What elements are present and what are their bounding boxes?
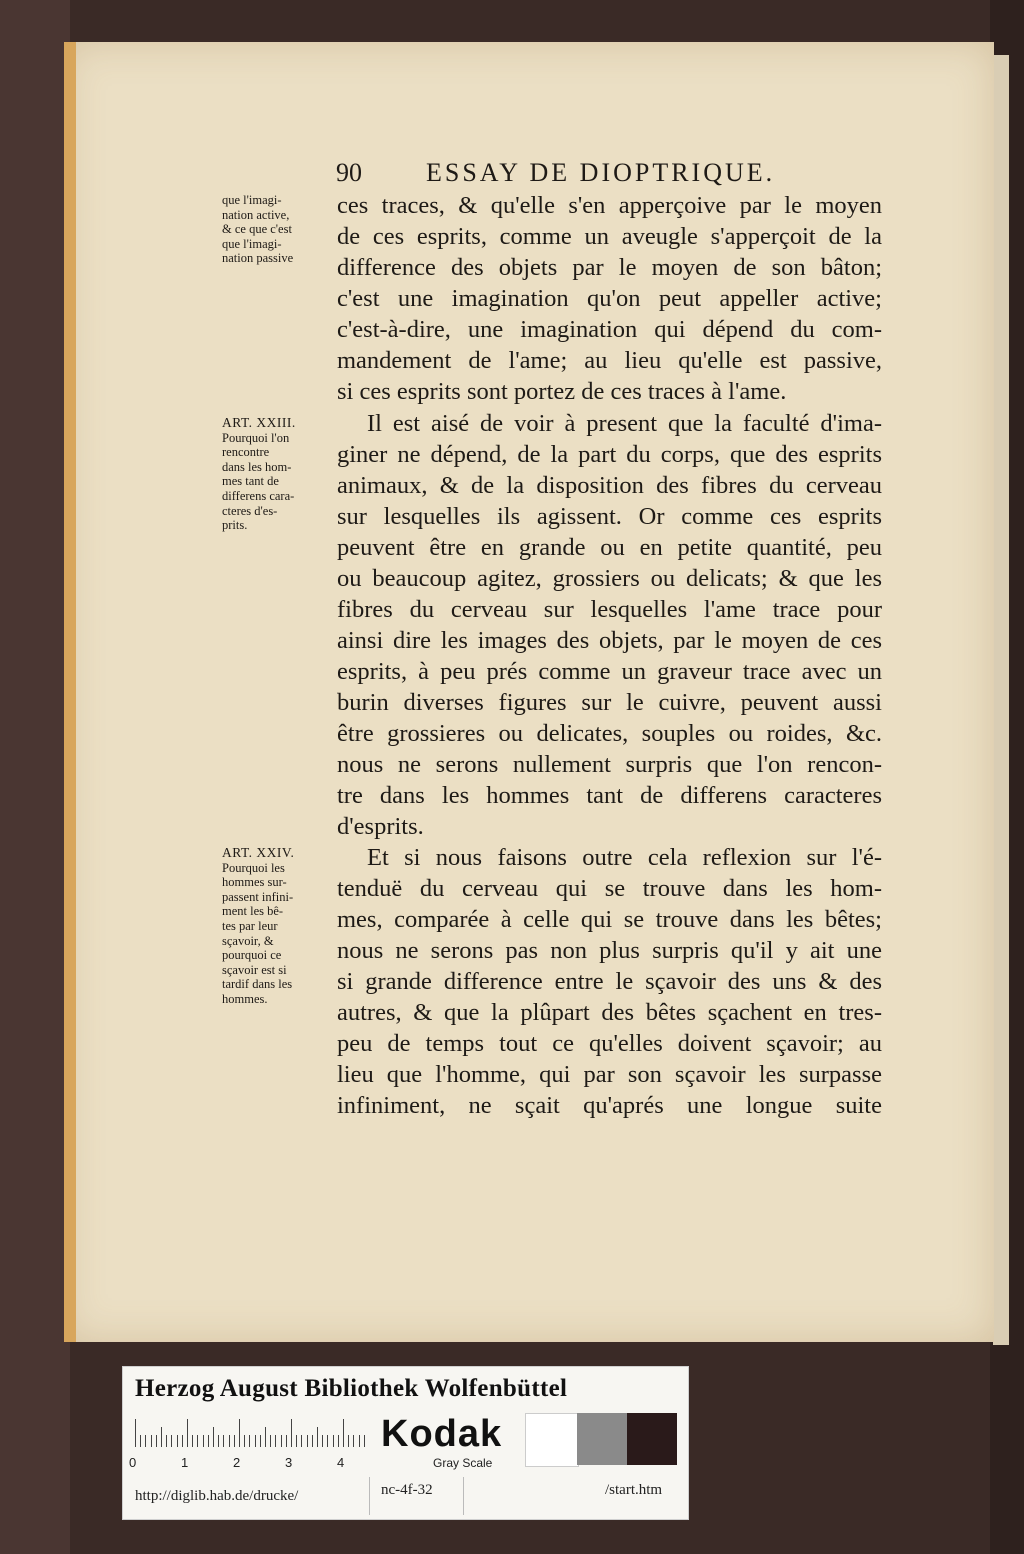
ruler-tick (265, 1427, 266, 1447)
note-line: que l'imagi- (222, 193, 282, 207)
ruler-tick (171, 1435, 172, 1447)
note-line: cteres d'es- (222, 503, 278, 518)
text-line: si ces esprits sont portez de ces traces à l'ame. (337, 378, 787, 405)
ruler-number: 2 (233, 1455, 241, 1470)
page-title: ESSAY DE DIOPTRIQUE. (426, 158, 776, 187)
note-line: mes tant de (222, 474, 279, 489)
note-line: nation passive (222, 251, 294, 266)
text-line: fibres du cerveau sur lesquelles l'ame trace pour (337, 596, 882, 623)
note-line: sçavoir, & (222, 933, 274, 948)
text-line: burin diverses figures sur le cuivre, peuvent aussi (337, 689, 882, 716)
text-line: tenduë du cerveau qui se trouve dans les hom- (337, 875, 882, 902)
ruler-tick (307, 1435, 308, 1447)
body-paragraph (337, 408, 882, 842)
note-line: sçavoir est si (222, 962, 287, 977)
scan-background-left (0, 0, 70, 1554)
ruler-tick (281, 1435, 282, 1447)
ruler-tick (260, 1435, 261, 1447)
ruler-tick (322, 1435, 323, 1447)
gray-swatch-dark (627, 1413, 677, 1465)
marginal-note (222, 416, 328, 533)
divider (369, 1477, 370, 1515)
ruler-tick (192, 1435, 193, 1447)
ruler-tick (364, 1435, 365, 1447)
ruler-tick (182, 1435, 183, 1447)
ruler-number: 0 (129, 1455, 137, 1470)
text-line: être grossieres ou delicates, souples ou roides, &c. (337, 720, 882, 747)
ruler-tick (244, 1435, 245, 1447)
ruler-tick (208, 1435, 209, 1447)
article-number: ART. XXIII. (222, 415, 296, 430)
ruler-tick (275, 1435, 276, 1447)
ruler-tick (338, 1435, 339, 1447)
text-line: infiniment, ne sçait qu'aprés une longue suite (337, 1092, 882, 1119)
library-name: Herzog August Bibliothek Wolfenbüttel (135, 1375, 568, 1402)
note-line: nation active, (222, 207, 290, 222)
note-line: Pourquoi l'on (222, 430, 290, 445)
text-line: esprits, à peu prés comme un graveur trace avec un (337, 658, 882, 685)
ruler-tick (296, 1435, 297, 1447)
gray-swatch-mid (577, 1413, 627, 1465)
adjacent-page-edge (993, 55, 1009, 1345)
ruler-tick (249, 1435, 250, 1447)
text-line: peuvent être en grande ou en petite quantité, peu (337, 534, 882, 561)
text-line: Il est aisé de voir à present que la faculté d'ima- (367, 410, 882, 437)
ruler-tick (270, 1435, 271, 1447)
ruler-tick (145, 1435, 146, 1447)
note-line: pourquoi ce (222, 948, 282, 963)
text-line: Et si nous faisons outre cela reflexion sur l'é- (367, 844, 882, 871)
library-color-card (122, 1366, 689, 1520)
note-line: & ce que c'est (222, 222, 292, 237)
text-line: mes, comparée à celle qui se trouve dans les bêtes; (337, 906, 882, 933)
note-line: prits. (222, 518, 248, 533)
note-line: Pourquoi les (222, 860, 285, 875)
kodak-logo: Kodak (381, 1413, 503, 1455)
start-page-path: /start.htm (605, 1482, 663, 1498)
article-number: ART. XXIV. (222, 845, 295, 860)
marginal-note (222, 193, 328, 266)
page-number: 90 (336, 158, 362, 187)
ruler-numbers (129, 1455, 369, 1473)
source-url: http://diglib.hab.de/drucke/ (135, 1488, 299, 1504)
ruler-tick (187, 1419, 188, 1447)
ruler-tick (218, 1435, 219, 1447)
ruler-tick (312, 1435, 313, 1447)
gray-swatch-white (525, 1413, 579, 1467)
ruler-tick (234, 1435, 235, 1447)
ruler-tick (151, 1435, 152, 1447)
text-line: animaux, & de la disposition des fibres du cerveau (337, 472, 882, 499)
ruler-tick (135, 1419, 136, 1447)
ruler-tick (156, 1435, 157, 1447)
text-line: sur lesquelles ils agissent. Or comme ces esprits (337, 503, 882, 530)
ruler-tick (359, 1435, 360, 1447)
ruler-number: 4 (337, 1455, 345, 1470)
ruler-tick (353, 1435, 354, 1447)
text-line: ou beaucoup agitez, grossiers ou delicats; & que les (337, 565, 882, 592)
ruler-tick (291, 1419, 292, 1447)
ruler-tick (327, 1435, 328, 1447)
ruler-tick (177, 1435, 178, 1447)
text-line: ainsi dire les images des objets, par le moyen de ces (337, 627, 882, 654)
text-line: autres, & que la plûpart des bêtes sçachent en tres- (337, 999, 882, 1026)
text-line: nous ne serons nullement surpris que l'on rencon- (337, 751, 882, 778)
note-line: ment les bê- (222, 904, 284, 919)
ruler-tick (348, 1435, 349, 1447)
note-line: tardif dans les (222, 977, 293, 992)
running-head (336, 158, 896, 192)
ruler-tick (229, 1435, 230, 1447)
note-line: que l'imagi- (222, 236, 282, 251)
gray-scale-label: Gray Scale (433, 1456, 493, 1470)
ruler-number: 3 (285, 1455, 293, 1470)
ruler-number: 1 (181, 1455, 189, 1470)
ruler-tick (140, 1435, 141, 1447)
ruler-tick (255, 1435, 256, 1447)
shelfmark: nc-4f-32 (381, 1482, 433, 1498)
note-line: tes par leur (222, 918, 278, 933)
note-line: passent infini- (222, 889, 294, 904)
text-line: tre dans les hommes tant de differens caracteres (337, 782, 882, 809)
ruler-tick (317, 1427, 318, 1447)
ruler-tick (301, 1435, 302, 1447)
note-line: differens cara- (222, 488, 295, 503)
text-line: de ces esprits, comme un aveugle s'apperçoit de la (337, 223, 882, 250)
note-line: hommes sur- (222, 875, 287, 890)
text-line: peu de temps tout ce qu'elles doivent sçavoir; au (337, 1030, 882, 1057)
note-line: dans les hom- (222, 459, 292, 474)
ruler-tick (161, 1427, 162, 1447)
ruler-tick (203, 1435, 204, 1447)
text-line: lieu que l'homme, qui par son sçavoir les surpasse (337, 1061, 882, 1088)
measurement-ruler (135, 1419, 367, 1449)
ruler-tick (286, 1435, 287, 1447)
text-line: giner ne dépend, de la part du corps, que des esprits (337, 441, 882, 468)
text-line: nous ne serons pas non plus surpris qu'il y ait une (337, 937, 882, 964)
body-paragraph (337, 190, 882, 407)
divider (463, 1477, 464, 1515)
text-line: c'est-à-dire, une imagination qui dépend du com- (337, 316, 882, 343)
ruler-tick (343, 1419, 344, 1447)
body-paragraph (337, 842, 882, 1121)
note-line: hommes. (222, 991, 268, 1006)
text-line: ces traces, & qu'elle s'en apperçoive par le moyen (337, 192, 882, 219)
page-gutter-edge (64, 42, 76, 1342)
ruler-tick (333, 1435, 334, 1447)
marginal-note (222, 846, 328, 1007)
text-line: d'esprits. (337, 813, 424, 840)
ruler-tick (213, 1427, 214, 1447)
text-line: difference des objets par le moyen de son bâton; (337, 254, 882, 281)
text-line: mandement de l'ame; au lieu qu'elle est passive, (337, 347, 882, 374)
ruler-tick (223, 1435, 224, 1447)
text-line: c'est une imagination qu'on peut appeller active; (337, 285, 882, 312)
text-line: si grande difference entre le sçavoir des uns & des (337, 968, 882, 995)
ruler-tick (197, 1435, 198, 1447)
ruler-tick (166, 1435, 167, 1447)
ruler-tick (239, 1419, 240, 1447)
note-line: rencontre (222, 445, 270, 460)
